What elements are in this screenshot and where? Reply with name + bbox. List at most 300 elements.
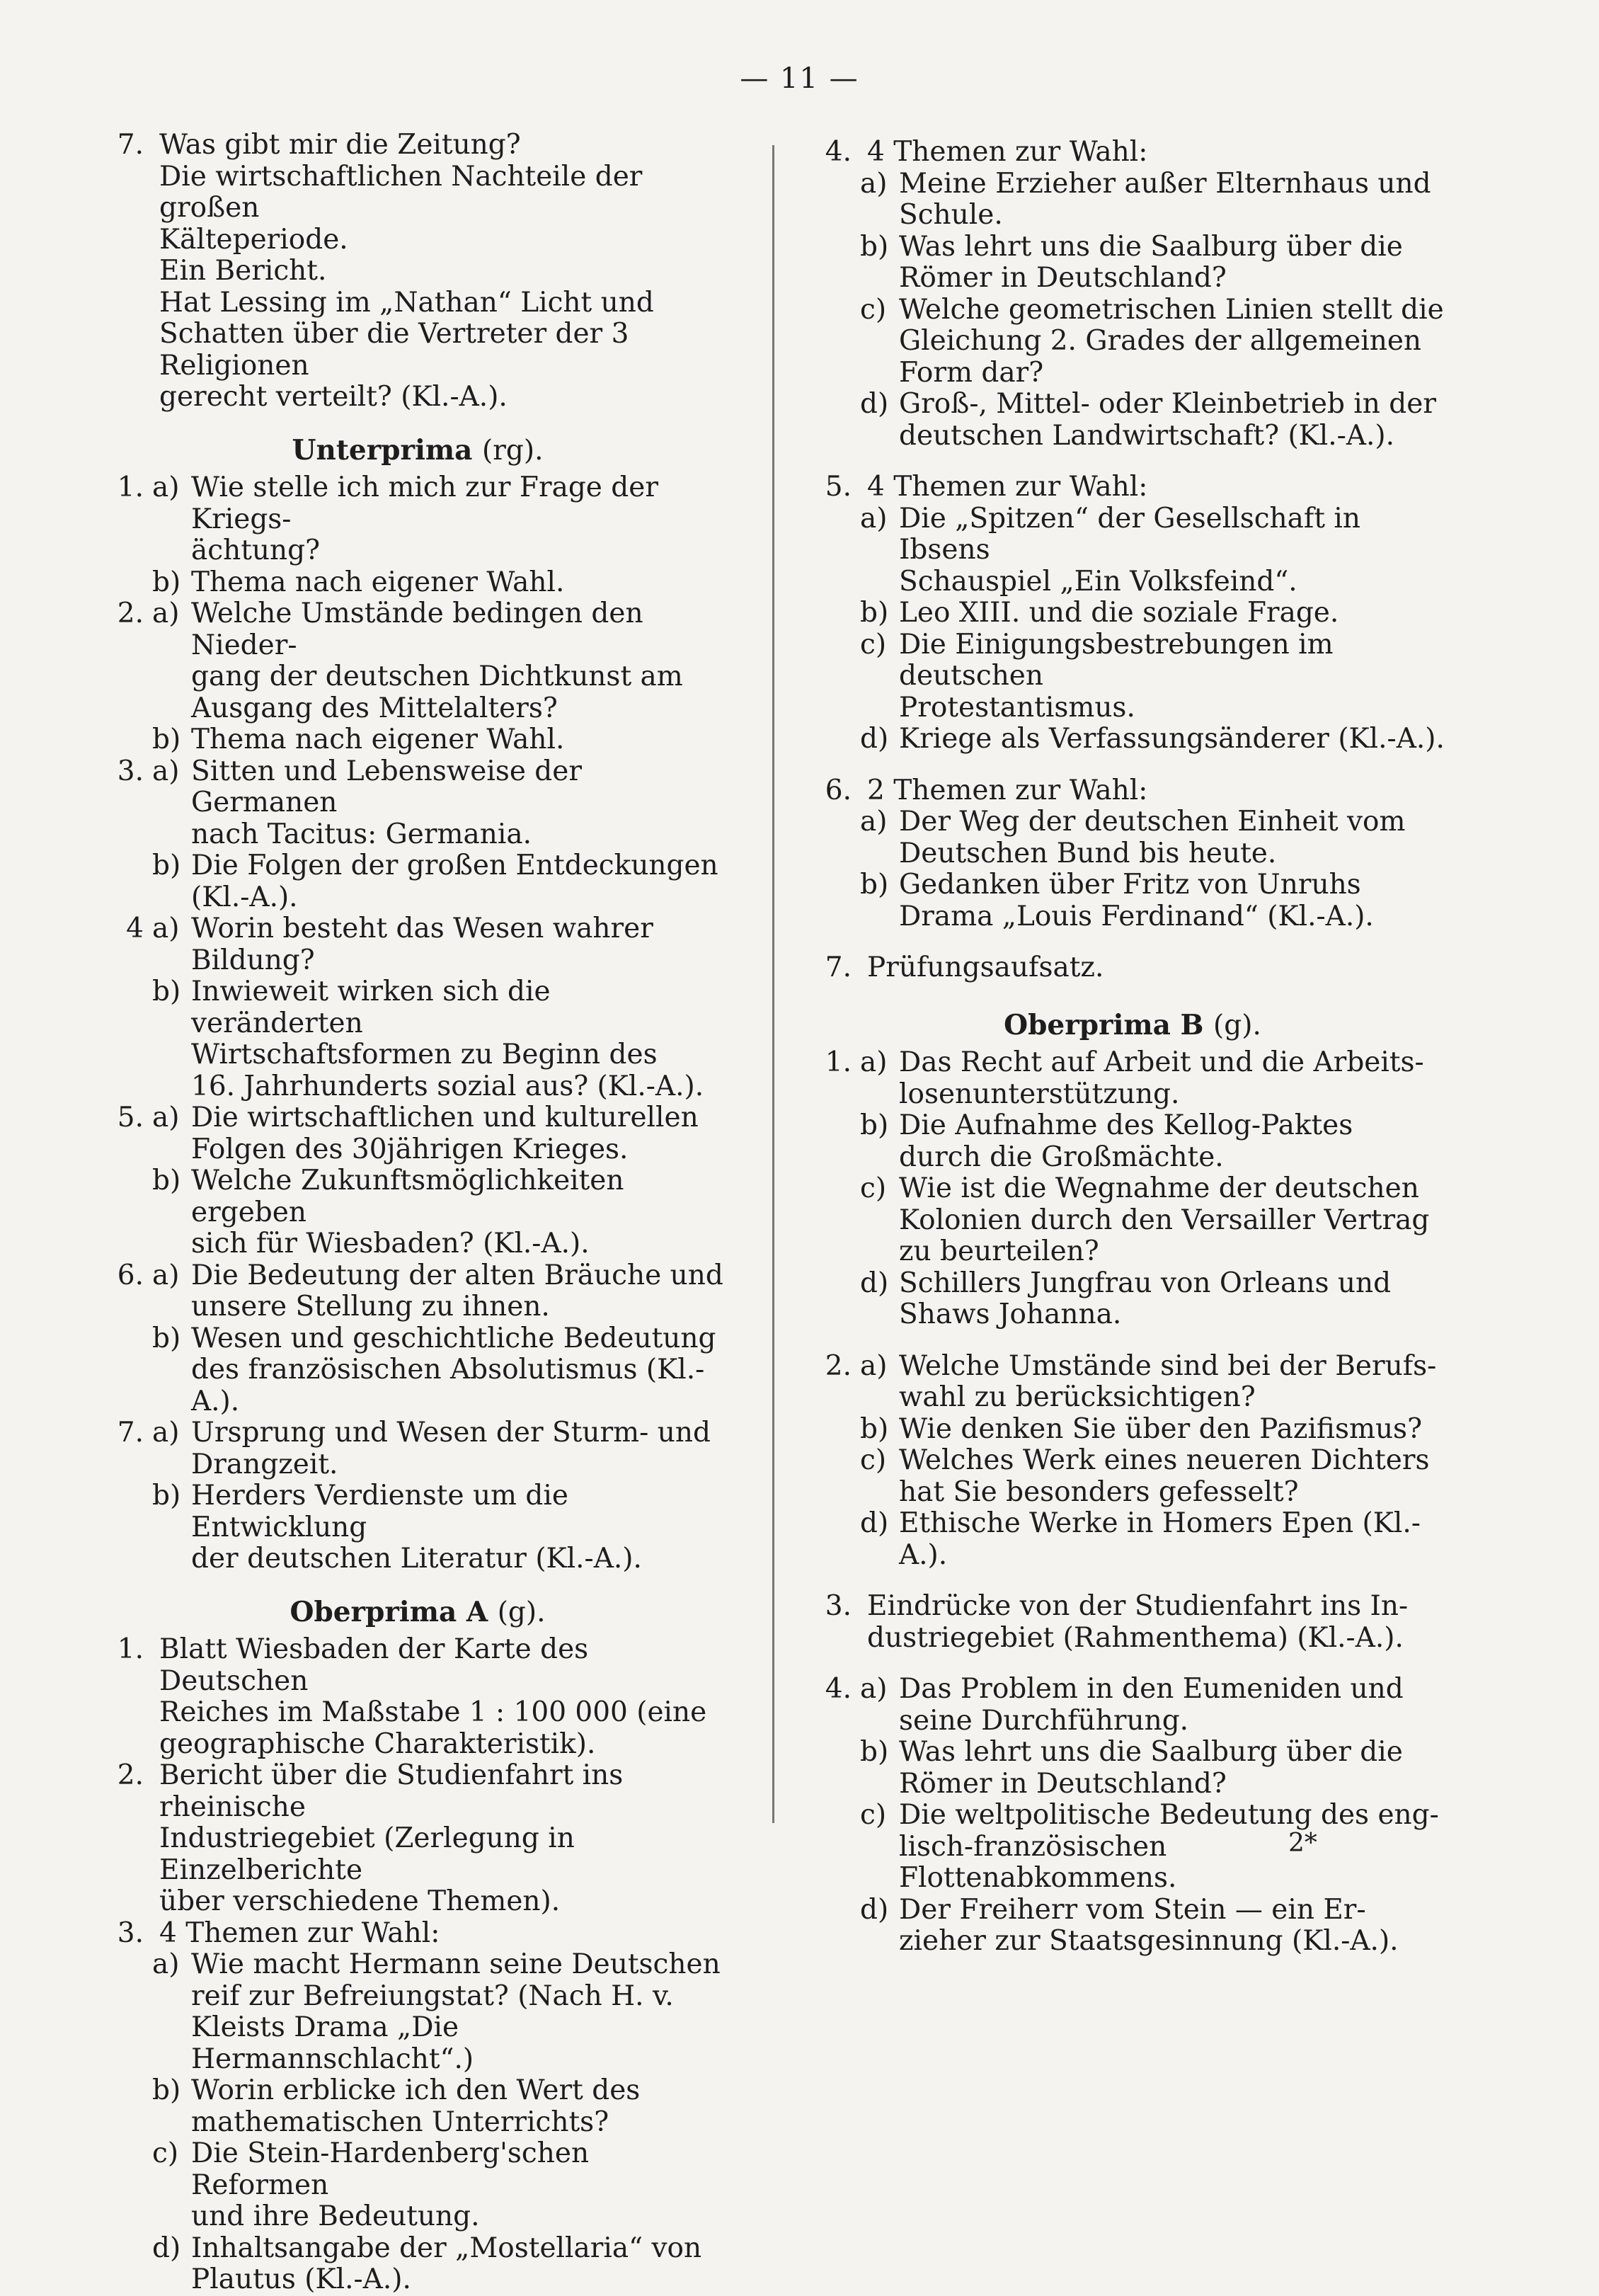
item-letter: a) bbox=[152, 1417, 180, 1449]
list-item bbox=[814, 1800, 1451, 1895]
item-number: 3. bbox=[825, 1590, 852, 1622]
item-number: 5. bbox=[117, 1102, 144, 1133]
text-line: Die Bedeutung der alten Bräuche und bbox=[191, 1259, 723, 1291]
list-item bbox=[106, 1323, 729, 1418]
item-text bbox=[191, 850, 729, 913]
text-line: zieher zur Staatsgesinnung (Kl.-A.). bbox=[899, 1925, 1399, 1957]
item-letter bbox=[152, 1634, 159, 1760]
list-item bbox=[814, 1591, 1451, 1654]
list-item bbox=[814, 629, 1451, 724]
item-text bbox=[899, 1445, 1451, 1508]
item-letter: c) bbox=[860, 1172, 887, 1204]
list-item bbox=[106, 850, 729, 913]
item-text bbox=[191, 976, 729, 1102]
text-line: Sitten und Lebensweise der Germanen bbox=[191, 755, 582, 818]
item-letter: b) bbox=[860, 1736, 889, 1768]
item-number: 7. bbox=[117, 1417, 144, 1449]
item-text bbox=[899, 806, 1451, 869]
text-line: deutschen Landwirtschaft? (Kl.-A.). bbox=[899, 419, 1395, 452]
text-line: Ethische Werke in Homers Epen (Kl.-A.). bbox=[899, 1507, 1421, 1571]
item-number: 1. bbox=[117, 472, 144, 503]
heading-oberprima-a: Oberprima A (g). bbox=[290, 1595, 546, 1628]
text-line: Welche geometrischen Linien stellt die bbox=[899, 293, 1444, 326]
item-number: 1. bbox=[117, 1633, 144, 1665]
list-item bbox=[814, 869, 1451, 932]
text-line: 4 Themen zur Wahl: bbox=[867, 136, 1148, 168]
text-line: Bericht über die Studienfahrt ins rheinische bbox=[159, 1759, 624, 1823]
item-number: 7. bbox=[117, 129, 144, 161]
item-text bbox=[191, 1480, 729, 1575]
right-column bbox=[814, 137, 1451, 1958]
item-text bbox=[899, 232, 1451, 295]
list-item bbox=[106, 1918, 729, 1950]
text-line: Gedanken über Fritz von Unruhs bbox=[899, 869, 1361, 901]
item-number bbox=[814, 598, 860, 629]
item-letter: a) bbox=[860, 167, 888, 200]
item-text bbox=[899, 503, 1451, 598]
text-line: ächtung? bbox=[191, 535, 320, 566]
item-text bbox=[191, 1102, 729, 1165]
item-letter bbox=[152, 1760, 159, 1918]
spacer bbox=[814, 1654, 1451, 1674]
item-text bbox=[899, 598, 1451, 629]
item-letter bbox=[152, 130, 159, 413]
spacer bbox=[814, 755, 1451, 775]
item-number bbox=[814, 389, 860, 452]
item-number bbox=[814, 869, 860, 932]
item-text bbox=[191, 913, 729, 976]
list-item bbox=[106, 1760, 729, 1918]
text-line: Ausgang des Mittelalters? bbox=[191, 692, 558, 724]
text-line: der deutschen Literatur (Kl.-A.). bbox=[191, 1543, 642, 1575]
list-item bbox=[814, 598, 1451, 629]
item-number bbox=[814, 503, 860, 598]
item-number: 6. bbox=[117, 1259, 144, 1291]
item-number bbox=[106, 724, 152, 756]
item-text bbox=[867, 1591, 1451, 1654]
heading-unterprima: Unterprima (rg). bbox=[292, 433, 544, 467]
spacer bbox=[814, 452, 1451, 472]
text-line: Kriege als Verfassungsänderer (Kl.-A.). bbox=[899, 723, 1445, 755]
item-text bbox=[191, 567, 729, 599]
text-line: Industriegebiet (Zerlegung in Einzelberichte bbox=[159, 1822, 575, 1886]
unterprima-list bbox=[106, 472, 729, 1575]
list-item bbox=[106, 567, 729, 599]
spacer bbox=[814, 1331, 1451, 1351]
spacer bbox=[814, 932, 1451, 952]
item-text bbox=[899, 869, 1451, 932]
text-line: 4 Themen zur Wahl: bbox=[867, 471, 1148, 503]
text-line: Das Problem in den Eumeniden und bbox=[899, 1673, 1404, 1705]
page-number: — 11 — bbox=[740, 62, 859, 95]
text-line: Shaws Johanna. bbox=[899, 1298, 1122, 1330]
item-text bbox=[191, 1949, 729, 2075]
item-text bbox=[867, 137, 1451, 169]
item-letter: d) bbox=[860, 1893, 889, 1926]
text-line: und ihre Bedeutung. bbox=[191, 2200, 480, 2232]
item-letter: c) bbox=[860, 628, 887, 661]
text-line: Kolonien durch den Versailler Vertrag bbox=[899, 1204, 1430, 1236]
text-line: reif zur Befreiungstat? (Nach H. v. bbox=[191, 1980, 674, 2012]
text-line: gang der deutschen Dichtkunst am bbox=[191, 661, 683, 692]
item-number bbox=[814, 1110, 860, 1173]
text-line: Schatten über die Vertreter der 3 Religionen bbox=[159, 318, 629, 382]
item-text bbox=[159, 130, 729, 413]
text-line: (Kl.-A.). bbox=[191, 881, 298, 913]
item-letter bbox=[860, 775, 867, 807]
item-number bbox=[814, 629, 860, 724]
item-text bbox=[191, 724, 729, 756]
item-text bbox=[159, 1760, 729, 1918]
item-text bbox=[191, 2138, 729, 2233]
item-number: 2. bbox=[117, 1759, 144, 1791]
item-text bbox=[899, 1173, 1451, 1268]
text-line: Was lehrt uns die Saalburg über die bbox=[899, 230, 1403, 263]
item-text bbox=[867, 775, 1451, 807]
text-line: Ursprung und Wesen der Sturm- und bbox=[191, 1417, 711, 1449]
list-item bbox=[814, 503, 1451, 598]
item-text bbox=[899, 1508, 1451, 1571]
item-letter: b) bbox=[860, 869, 889, 901]
item-letter: c) bbox=[860, 1799, 887, 1831]
text-line: Die Aufnahme des Kellog-Paktes bbox=[899, 1109, 1353, 1141]
text-line: Drama „Louis Ferdinand“ (Kl.-A.). bbox=[899, 900, 1374, 932]
list-item bbox=[106, 2233, 729, 2296]
text-line: Das Recht auf Arbeit und die Arbeits- bbox=[899, 1046, 1424, 1078]
item-text bbox=[159, 1634, 729, 1760]
signature-mark: 2* bbox=[1288, 1829, 1317, 1858]
oberprima-a-list bbox=[106, 1634, 729, 2296]
item-letter bbox=[860, 472, 867, 503]
text-line: Römer in Deutschland? bbox=[899, 262, 1227, 294]
text-line: Wie ist die Wegnahme der deutschen bbox=[899, 1172, 1419, 1204]
item-number bbox=[106, 850, 152, 913]
item-number: 2. bbox=[117, 598, 144, 629]
item-text bbox=[191, 598, 729, 724]
item-text bbox=[191, 2233, 729, 2296]
item-number: 6. bbox=[825, 774, 852, 806]
list-item bbox=[814, 1047, 1451, 1110]
text-line: Worin besteht das Wesen wahrer Bildung? bbox=[191, 913, 653, 976]
item-letter: b) bbox=[152, 2074, 181, 2106]
text-line: Gleichung 2. Grades der allgemeinen bbox=[899, 325, 1422, 357]
text-line: Thema nach eigener Wahl. bbox=[191, 566, 565, 598]
item-text bbox=[899, 1674, 1451, 1737]
item-text bbox=[899, 1110, 1451, 1173]
item-text bbox=[899, 1268, 1451, 1331]
item-text bbox=[191, 1323, 729, 1418]
text-line: Was gibt mir die Zeitung? bbox=[159, 129, 521, 161]
list-item bbox=[106, 2075, 729, 2138]
text-line: gerecht verteilt? (Kl.-A.). bbox=[159, 381, 508, 413]
list-item bbox=[814, 775, 1451, 807]
list-item bbox=[814, 806, 1451, 869]
item-letter: a) bbox=[152, 598, 180, 629]
text-line: Schauspiel „Ein Volksfeind“. bbox=[899, 565, 1297, 598]
item-number: 5. bbox=[825, 471, 852, 503]
text-line: Prüfungsaufsatz. bbox=[867, 952, 1104, 983]
list-item bbox=[106, 2138, 729, 2233]
list-item bbox=[814, 472, 1451, 503]
text-line: Die weltpolitische Bedeutung des eng- bbox=[899, 1799, 1439, 1831]
item-number bbox=[814, 169, 860, 232]
item-number bbox=[814, 1173, 860, 1268]
text-line: geographische Charakteristik). bbox=[159, 1727, 596, 1760]
item-number bbox=[814, 232, 860, 295]
text-line: Wie stelle ich mich zur Frage der Kriegs- bbox=[191, 472, 658, 535]
text-line: Wesen und geschichtliche Bedeutung bbox=[191, 1322, 716, 1354]
item-text bbox=[899, 1047, 1451, 1110]
text-line: Welche Zukunftsmöglichkeiten ergeben bbox=[191, 1165, 624, 1228]
text-line: Meine Erzieher außer Elternhaus und bbox=[899, 167, 1431, 200]
text-line: Schillers Jungfrau von Orleans und bbox=[899, 1267, 1392, 1299]
item-text bbox=[899, 724, 1451, 755]
item-number bbox=[814, 1268, 860, 1331]
spacer bbox=[814, 1571, 1451, 1591]
text-line: Folgen des 30jährigen Krieges. bbox=[191, 1133, 629, 1165]
list-item bbox=[106, 756, 729, 851]
list-item bbox=[814, 137, 1451, 169]
item-letter: b) bbox=[152, 724, 181, 755]
list-item bbox=[106, 1260, 729, 1323]
text-line: Welche Umstände sind bei der Berufs- bbox=[899, 1349, 1437, 1382]
item-letter: b) bbox=[860, 1412, 889, 1445]
text-line: Die Stein-Hardenberg'schen Reformen bbox=[191, 2137, 590, 2201]
item-letter: d) bbox=[860, 1507, 889, 1539]
item-number: 3. bbox=[117, 755, 144, 787]
text-line: Die Einigungsbestrebungen im deutschen bbox=[899, 628, 1334, 692]
item-number bbox=[814, 295, 860, 389]
list-item bbox=[814, 1445, 1451, 1508]
oberprima-b-list bbox=[814, 1047, 1451, 1958]
text-line: Plautus (Kl.-A.). bbox=[191, 2263, 411, 2295]
list-item bbox=[106, 976, 729, 1102]
item-text bbox=[899, 1414, 1451, 1446]
text-line: hat Sie besonders gefesselt? bbox=[899, 1475, 1299, 1508]
list-item bbox=[814, 1414, 1451, 1446]
item-letter: a) bbox=[152, 472, 180, 503]
text-line: Welche Umstände bedingen den Nieder- bbox=[191, 598, 643, 661]
item-letter: b) bbox=[152, 1322, 181, 1354]
item-text bbox=[899, 1737, 1451, 1800]
item-number bbox=[106, 567, 152, 599]
text-line: Kleists Drama „Die Hermannschlacht“.) bbox=[191, 2011, 474, 2075]
item-letter: b) bbox=[152, 566, 181, 598]
item-number bbox=[106, 2075, 152, 2138]
item-letter: b) bbox=[860, 597, 889, 629]
text-line: lisch-französischen Flottenabkommens. bbox=[899, 1830, 1177, 1894]
item-text bbox=[191, 756, 729, 851]
list-item bbox=[814, 1674, 1451, 1737]
item-letter: a) bbox=[152, 755, 180, 787]
text-line: Welches Werk eines neueren Dichters bbox=[899, 1444, 1430, 1476]
list-item bbox=[106, 472, 729, 567]
text-line: 16. Jahrhunderts sozial aus? (Kl.-A.). bbox=[191, 1070, 704, 1102]
item-number bbox=[814, 1445, 860, 1508]
item-letter: b) bbox=[152, 1165, 181, 1196]
text-line: Form dar? bbox=[899, 356, 1044, 389]
item-letter: d) bbox=[860, 1267, 889, 1299]
item-letter: a) bbox=[152, 1102, 180, 1133]
list-item bbox=[814, 295, 1451, 389]
list-item bbox=[814, 1508, 1451, 1571]
item-letter: d) bbox=[860, 723, 889, 755]
item-text bbox=[191, 1165, 729, 1260]
item-letter bbox=[152, 1918, 159, 1950]
item-letter: a) bbox=[860, 1349, 888, 1382]
text-line: Römer in Deutschland? bbox=[899, 1767, 1227, 1800]
item-text bbox=[899, 295, 1451, 389]
text-line: Reiches im Maßstabe 1 : 100 000 (eine bbox=[159, 1696, 707, 1728]
item-number: 4. bbox=[825, 1673, 852, 1705]
text-line: zu beurteilen? bbox=[899, 1235, 1099, 1267]
intro-list bbox=[106, 130, 729, 413]
item-text bbox=[899, 169, 1451, 232]
text-line: Deutschen Bund bis heute. bbox=[899, 837, 1277, 869]
item-text bbox=[899, 1351, 1451, 1414]
text-line: Groß-, Mittel- oder Kleinbetrieb in der bbox=[899, 388, 1436, 420]
item-letter: a) bbox=[860, 502, 888, 535]
item-number bbox=[106, 976, 152, 1102]
text-line: Die Folgen der großen Entdeckungen bbox=[191, 850, 718, 881]
left-column bbox=[106, 130, 729, 2296]
item-number bbox=[106, 1949, 152, 2075]
list-item bbox=[814, 724, 1451, 755]
text-line: seine Durchführung. bbox=[899, 1704, 1189, 1737]
list-item bbox=[106, 130, 729, 413]
item-letter: a) bbox=[152, 1948, 180, 1980]
list-item bbox=[106, 1480, 729, 1575]
text-line: Inwieweit wirken sich die veränderten bbox=[191, 976, 551, 1039]
right-items-list bbox=[814, 137, 1451, 984]
item-number bbox=[106, 1480, 152, 1575]
item-number bbox=[106, 2233, 152, 2296]
item-letter: a) bbox=[860, 1673, 888, 1705]
text-line: nach Tacitus: Germania. bbox=[191, 818, 532, 850]
item-letter: a) bbox=[860, 1046, 888, 1078]
text-line: Worin erblicke ich den Wert des bbox=[191, 2074, 641, 2106]
item-letter bbox=[860, 137, 867, 169]
item-letter: a) bbox=[152, 1259, 180, 1291]
list-item bbox=[106, 598, 729, 724]
item-number bbox=[106, 1165, 152, 1260]
text-line: mathematischen Unterrichts? bbox=[191, 2106, 609, 2138]
text-line: Blatt Wiesbaden der Karte des Deutschen bbox=[159, 1633, 589, 1697]
text-line: Was lehrt uns die Saalburg über die bbox=[899, 1736, 1403, 1768]
item-letter: d) bbox=[152, 2232, 181, 2264]
list-item bbox=[814, 952, 1451, 984]
item-number: 4 bbox=[126, 913, 144, 944]
list-item bbox=[814, 1351, 1451, 1414]
item-letter: a) bbox=[152, 913, 180, 944]
item-text bbox=[867, 472, 1451, 503]
list-item bbox=[106, 1634, 729, 1760]
text-line: Der Freiherr vom Stein — ein Er- bbox=[899, 1893, 1366, 1926]
item-number bbox=[814, 1414, 860, 1446]
list-item bbox=[814, 1268, 1451, 1331]
text-line: Kälteperiode. bbox=[159, 223, 348, 256]
list-item bbox=[106, 724, 729, 756]
text-line: Drangzeit. bbox=[191, 1448, 338, 1480]
item-letter bbox=[860, 1591, 867, 1654]
item-number: 3. bbox=[117, 1917, 144, 1949]
list-item bbox=[814, 1895, 1451, 1958]
item-letter: b) bbox=[860, 1109, 889, 1141]
text-line: Eindrücke von der Studienfahrt ins In- bbox=[867, 1590, 1409, 1622]
text-line: Wie denken Sie über den Pazifismus? bbox=[899, 1412, 1422, 1445]
text-line: Die „Spitzen“ der Gesellschaft in Ibsens bbox=[899, 502, 1361, 566]
item-letter: b) bbox=[860, 230, 889, 263]
text-line: 4 Themen zur Wahl: bbox=[159, 1917, 440, 1949]
item-text bbox=[191, 1417, 729, 1480]
text-line: Schule. bbox=[899, 199, 1003, 231]
item-number bbox=[106, 2138, 152, 2233]
list-item bbox=[814, 389, 1451, 452]
list-item bbox=[814, 232, 1451, 295]
text-line: des französischen Absolutismus (Kl.-A.). bbox=[191, 1354, 705, 1417]
list-item bbox=[106, 913, 729, 976]
item-number bbox=[814, 724, 860, 755]
text-line: durch die Großmächte. bbox=[899, 1141, 1224, 1173]
list-item bbox=[106, 1417, 729, 1480]
text-line: sich für Wiesbaden? (Kl.-A.). bbox=[191, 1228, 590, 1260]
item-number bbox=[814, 806, 860, 869]
item-letter: a) bbox=[860, 806, 888, 838]
item-text bbox=[191, 2075, 729, 2138]
item-letter: c) bbox=[860, 1444, 887, 1476]
item-number bbox=[814, 1895, 860, 1958]
item-text bbox=[867, 952, 1451, 984]
item-letter: b) bbox=[152, 976, 181, 1007]
text-line: Die wirtschaftlichen und kulturellen bbox=[191, 1102, 699, 1133]
text-line: losenunterstützung. bbox=[899, 1078, 1180, 1110]
text-line: Ein Bericht. bbox=[159, 255, 327, 287]
text-line: Wirtschaftsformen zu Beginn des bbox=[191, 1039, 658, 1070]
text-line: Herders Verdienste um die Entwicklung bbox=[191, 1480, 568, 1543]
item-text bbox=[191, 472, 729, 567]
heading-oberprima-b: Oberprima B (g). bbox=[1004, 1008, 1261, 1041]
list-item bbox=[814, 1173, 1451, 1268]
item-letter: d) bbox=[860, 388, 889, 420]
item-text bbox=[899, 1895, 1451, 1958]
item-number bbox=[814, 1737, 860, 1800]
item-number: 2. bbox=[825, 1349, 852, 1382]
item-letter: b) bbox=[152, 850, 181, 881]
item-number: 4. bbox=[825, 136, 852, 168]
text-line: Leo XIII. und die soziale Frage. bbox=[899, 597, 1339, 629]
text-line: Protestantismus. bbox=[899, 691, 1135, 724]
text-line: über verschiedene Themen). bbox=[159, 1885, 561, 1917]
text-line: Die wirtschaftlichen Nachteile der großen bbox=[159, 160, 643, 224]
list-item bbox=[814, 1737, 1451, 1800]
item-text bbox=[159, 1918, 729, 1950]
text-line: Hat Lessing im „Nathan“ Licht und bbox=[159, 286, 654, 319]
text-line: dustriegebiet (Rahmenthema) (Kl.-A.). bbox=[867, 1621, 1404, 1654]
item-text bbox=[899, 389, 1451, 452]
item-text bbox=[191, 1260, 729, 1323]
item-number bbox=[814, 1800, 860, 1895]
text-line: Inhaltsangabe der „Mostellaria“ von bbox=[191, 2232, 702, 2264]
column-rule bbox=[772, 145, 774, 1823]
item-letter: c) bbox=[152, 2137, 179, 2169]
item-text bbox=[899, 629, 1451, 724]
text-line: Wie macht Hermann seine Deutschen bbox=[191, 1948, 721, 1980]
item-letter: b) bbox=[152, 1480, 181, 1512]
item-number: 7. bbox=[825, 952, 852, 983]
list-item bbox=[814, 1110, 1451, 1173]
item-letter: c) bbox=[860, 293, 887, 326]
item-number: 1. bbox=[825, 1046, 852, 1078]
